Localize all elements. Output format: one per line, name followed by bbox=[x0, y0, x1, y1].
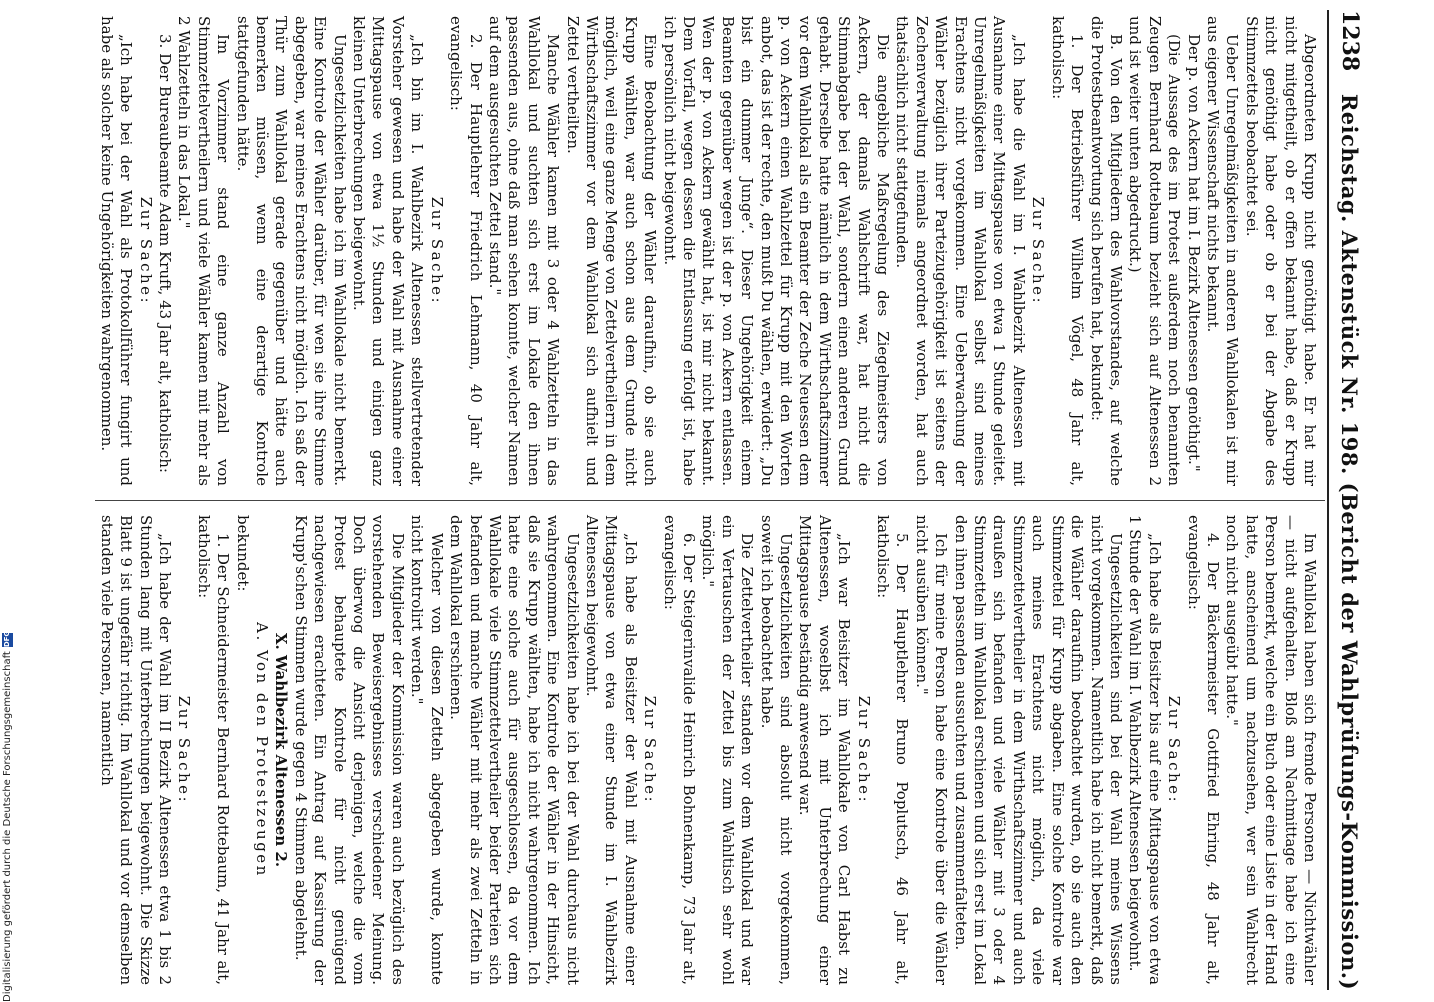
subheading: Zur Sache: bbox=[427, 196, 446, 306]
witness-heading: 1. Der Schneidermeister Bernhard Rottebaum, 41 Jahr alt, katholisch: bbox=[194, 515, 233, 985]
paragraph: Ungesetzlichkeiten habe ich im Wahllokale nicht bemerkt. Eine Kontrole der Wähler darüber, für wen sie ihre Stimme abgegeben, war meines Erachtens nicht möglich. Ich saß der Thür zum Wahllokal gerade gegenüber und hätte auch bemerken müssen, wenn eine derartige Kontrole stattgefunden hätte. bbox=[233, 16, 349, 486]
paragraph: (Die Aussage des im Protest außerdem noch benannten Zeugen Bernhard Rottebaum bezieht sich auf Altenessen 2 und ist weiter unten abgedruckt.) bbox=[1126, 16, 1184, 486]
subheading: Zur Sache: bbox=[175, 695, 194, 805]
witness-heading: 4. Der Bäckermeister Gottfried Ehring, 48 Jahr alt, evangelisch: bbox=[1184, 515, 1222, 985]
column-divider bbox=[95, 500, 1325, 501]
paragraph: Ich für meine Person habe eine Kontrole über die Wähler nicht ausüben können." bbox=[912, 515, 951, 985]
paragraph: B. Von den Mitgliedern des Wahlvorstandes, auf welche die Protestbeantwortung sich berufen hat, bekundet: bbox=[1087, 16, 1125, 486]
paragraph: Die Zettelvertheiler standen vor dem Wahllokal und war ein Vertauschen der Zettel bis zum Wahltisch sehr wohl möglich." bbox=[699, 515, 757, 985]
paragraph: „Ich bin im I. Wahlbezirk Altenessen stellvertretender Vorsteher gewesen und habe der Wahl mit Ausnahme einer Mittagspause von etwa 1½ Stunden und einigen ganz kleinen Unterbrechungen beigewohnt. bbox=[350, 16, 427, 486]
right-column bbox=[96, 515, 1319, 985]
witness-heading: 2. Der Hauptlehrer Friedrich Lehmann, 40 Jahr alt, evangelisch: bbox=[447, 16, 485, 486]
page-number: 1238 bbox=[1337, 10, 1363, 72]
subheading: Zur Sache: bbox=[641, 695, 660, 805]
paragraph: Ungesetzlichkeiten sind absolut nicht vorgekommen, soweit ich beobachtet habe. bbox=[757, 515, 796, 985]
paragraph: Im Wahllokal haben sich fremde Personen — Nichtwähler — nicht aufgehalten. Bloß am Nachmittage habe ich eine Person bemerkt, welche ein Buch oder eine Liste in der Hand hatte, anscheinend um nachzusehen, wer sein Wahlrecht noch nicht ausgeübt hatte." bbox=[1223, 515, 1319, 985]
paragraph: Die Mitglieder der Kommission waren auch bezüglich des vorstehenden Beweisergebnisses verschiedener Meinung. Doch überwog die Ansicht derjenigen, welche die vom Protest behauptete Kontrole für nicht genügend nachgewiesen erachteten. Ein Antrag auf Kassirung der Krupp'schen Stimmen wurde gegen 4 Stimmen abgelehnt. bbox=[291, 515, 407, 985]
paragraph: „Ich habe der Wahl im II Bezirk Altenessen etwa 1 bis 2 Stunden lang mit Unterbrechungen beigewohnt. Die Skizze Blatt 9 ist ungefähr richtig. Im Wahllokal und vor demselben standen viele Personen, namentlich bbox=[97, 515, 175, 985]
paragraph: Ueber Unregelmäßigkeiten in anderen Wahllokalen ist mir aus eigener Wissenschaft nichts bekannt. bbox=[1203, 16, 1242, 486]
page-title: Reichstag. Aktenstück Nr. 198. (Bericht der Wahlprüfungs-Kommission.) bbox=[1337, 93, 1363, 990]
left-column bbox=[96, 16, 1319, 486]
section-heading: X. Wahlbezirk Altenessen 2. bbox=[272, 632, 291, 868]
paragraph: „Ich war Beisitzer im Wahllokale von Carl Habst zu Altenessen, woselbst ich mit Unterbrechung einer Mittagspause beständig anwesend war. bbox=[796, 515, 854, 985]
paragraph: Manche Wähler kamen mit 3 oder 4 Wahlzetteln in das Wahllokal und suchten sich erst im Lokale den ihnen passenden aus, ohne daß man sehen konnte, welcher Namen auf dem ausgesuchten Zettel stand." bbox=[485, 16, 563, 486]
paragraph: „Ich habe bei der Wahl als Protokollführer fungirt und habe als solcher keine Ungehörigkeiten wahrgenommen. bbox=[97, 16, 136, 486]
witness-heading: 1. Der Betriebsführer Wilhelm Vögel, 48 Jahr alt, katholisch: bbox=[1048, 16, 1087, 486]
paragraph: Eine Beobachtung der Wähler daraufhin, ob sie auch Krupp wählten, war auch schon aus dem Grunde nicht möglich, weil eine ganze Menge von Zettelvertheilern in dem Wirthschaftszimmer vor dem Wahllokal sich aufhielt und Zettel vertheilten. bbox=[563, 16, 660, 486]
paragraph: „Ich habe als Beisitzer der Wahl mit Ausnahme einer Mittagspause von etwa einer Stunde im I. Wahlbezirk Altenessen beigewohnt. bbox=[582, 515, 640, 985]
subheading: Zur Sache: bbox=[1029, 196, 1048, 306]
paragraph: Die angebliche Maßregelung des Ziegelmeisters von Ackern, der damals Wahlschrift war, hat nicht die Stimmabgabe bei der Wahl, sondern einen anderen Grund gehabt. Derselbe hatte nämlich in dem Wirthschaftszimmer vor dem Wahllokal als ein Beamter der Zeche Neuessen dem p. von Ackern einen Wahlzettel für Krupp mit den Worten anbot, das ist der rechte, den mußt Du wählen, erwidert: „Du bist ein dummer Junge“. Dieser Ungehörigkeit einem Beamten gegenüber wegen ist der p. von Ackern entlassen. Wen der p. von Ackern gewählt hat, ist mir nicht bekannt. Dem Vorfall, wegen dessen die Entlassung erfolgt ist, habe ich persönlich nicht beigewohnt. bbox=[660, 16, 893, 486]
paragraph: „Ich habe die Wahl im I. Wahlbezirk Altenessen mit Ausnahme einer Mittagspause von etwa 1 Stunde geleitet. Unregelmäßigkeiten im Wahllokal selbst sind meines Erachtens nicht vorgekommen. Eine Ueberwachung der Wähler bezüglich ihrer Parteizugehörigkeit ist seitens der Zechenverwaltung niemals angeordnet worden, hat auch thatsächlich nicht stattgefunden. bbox=[893, 16, 1028, 486]
paragraph: „Ich habe als Beisitzer bis auf eine Mittagspause von etwa 1 Stunde der Wahl im I. Wahlbezirk Altenessen beigewohnt. bbox=[1126, 515, 1164, 985]
witness-heading: 6. Der Steigerinvalide Heinrich Bohnenkamp, 73 Jahr alt, evangelisch: bbox=[660, 515, 698, 985]
subsection-heading: A. Von den Protestzeugen bbox=[253, 622, 272, 878]
paragraph: Abgeordneten Krupp nicht genöthigt habe. Er hat mir nicht mitgetheilt, ob er offen bekannt habe, daß er Krupp nicht genöthigt habe oder ob er bei der Abgabe des Stimmzettels beobachtet sei. bbox=[1242, 16, 1319, 486]
paragraph: bekundet: bbox=[233, 515, 252, 592]
page-header bbox=[1335, 10, 1365, 990]
rotated-page bbox=[85, 10, 1365, 990]
subheading: Zur Sache: bbox=[136, 196, 155, 306]
paragraph: Ungesetzlichkeiten sind bei der Wahl meines Wissens nicht vorgekommen. Namentlich habe ich nicht bemerkt, daß die Wähler daraufhin beobachtet wurden, ob sie auch den Stimmzettel für Krupp abgaben. Eine solche Kontrole war auch meines Erachtens nicht möglich, da viele Stimmzettelvertheiler in dem Wirthschaftszimmer und auch draußen sich befanden und viele Wähler mit 3 oder 4 Stimmzetteln im Wahllokal erschienen und sich erst im Lokal den ihnen passenden aussuchten und zusammenfalteten. bbox=[951, 515, 1125, 985]
witness-heading: 5. Der Hauptlehrer Bruno Poplutsch, 46 Jahr alt, katholisch: bbox=[874, 515, 912, 985]
subheading: Zur Sache: bbox=[1165, 695, 1184, 805]
paragraph: Im Vorzimmer stand eine ganze Anzahl von Stimmzettelvertheilern und viele Wähler kamen mit mehr als 2 Wahlzetteln in das Lokal." bbox=[175, 16, 233, 486]
subheading: Zur Sache: bbox=[854, 695, 873, 805]
header-rule bbox=[1327, 10, 1329, 990]
paragraph: Welcher von diesen Zetteln abgegeben wurde, konnte nicht kontrolirt werden." bbox=[408, 515, 446, 985]
funding-footer bbox=[2, 630, 13, 1002]
funding-text: Digitalisierung gefördert durch die Deutsche Forschungsgemeinschaft bbox=[2, 651, 13, 1002]
paragraph: Ungesetzlichkeiten habe ich bei der Wahl durchaus nicht wahrgenommen. Eine Kontrole der Wähler in der Hinsicht, daß sie Krupp wählten, habe ich nicht wahrgenommen. Ich hatte eine solche auch für ausgeschlossen, da vor dem Wahllokale viele Stimmzettelvertheiler beider Parteien sich befanden und manche Wähler mit mehr als zwei Zetteln in dem Wahllokal erschienen. bbox=[447, 515, 582, 985]
witness-heading: 3. Der Bureaubeamte Adam Kruft, 43 Jahr alt, katholisch: bbox=[156, 34, 175, 473]
dfg-logo: DFG bbox=[3, 630, 11, 648]
paragraph: Der p. von Ackern hat im I. Bezirk Altenessen genöthigt." bbox=[1184, 34, 1203, 472]
